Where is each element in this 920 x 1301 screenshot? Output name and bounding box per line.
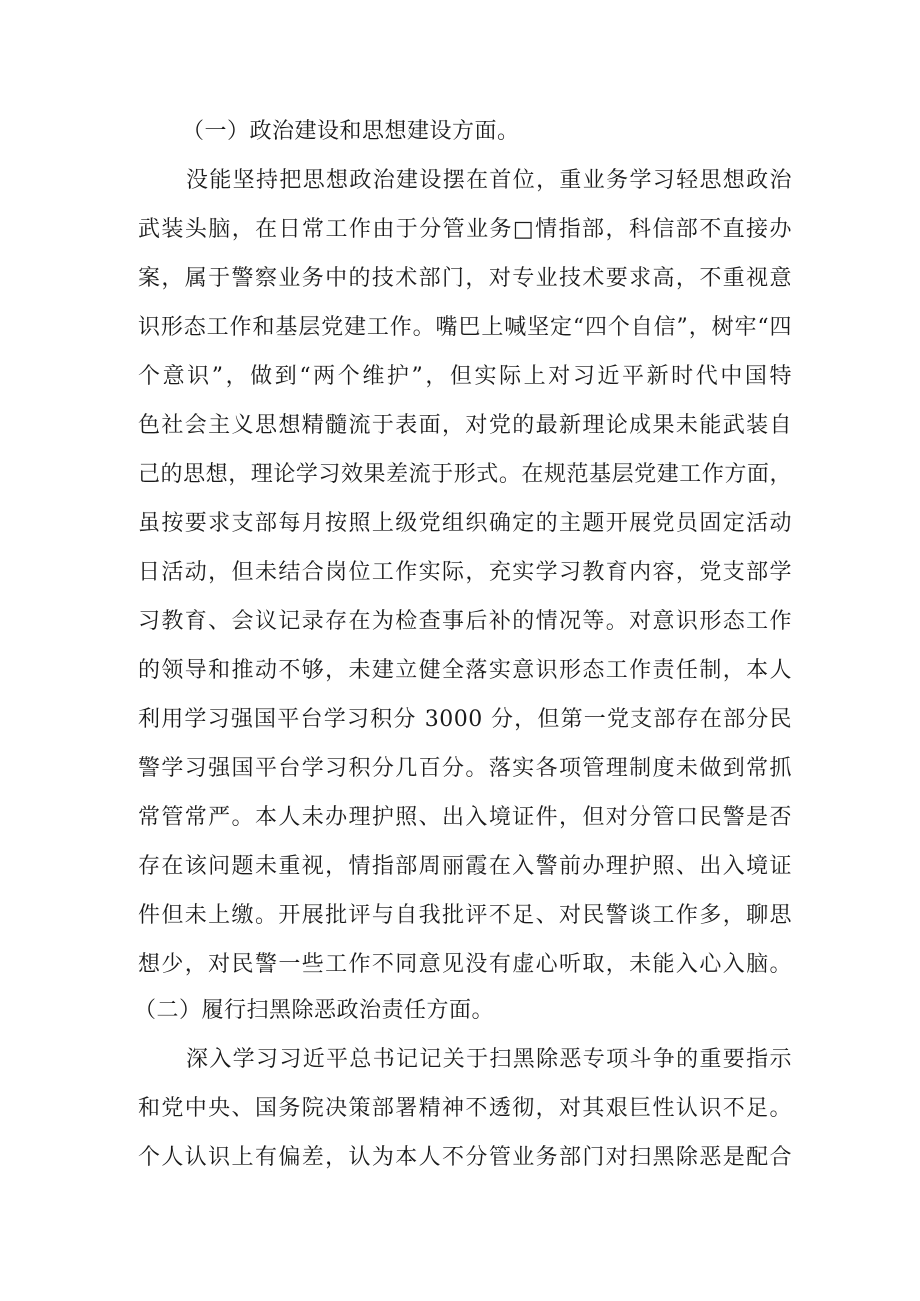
paragraph-line: 虽按要求支部每月按照上级党组织确定的主题开展党员固定活动 <box>138 511 792 536</box>
paragraph-line: 的领导和推动不够，未建立健全落实意识形态工作责任制，本人 <box>138 658 792 683</box>
paragraph-line: 日活动，但未结合岗位工作实际，充实学习教育内容，党支部学 <box>138 560 792 585</box>
paragraph-line: 个意识”，做到“两个维护”，但实际上对习近平新时代中国特 <box>138 364 792 389</box>
paragraph-line: 存在该问题未重视，情指部周丽霞在入警前办理护照、出入境证 <box>138 854 792 879</box>
paragraph-line: 深入学习习近平总书记记关于扫黑除恶专项斗争的重要指示 <box>186 1047 792 1072</box>
paragraph-line: 常管常严。本人未办理护照、出入境证件，但对分管口民警是否 <box>138 805 792 830</box>
paragraph-line: 没能坚持把思想政治建设摆在首位，重业务学习轻思想政治 <box>186 168 792 193</box>
paragraph-line: 和党中央、国务院决策部署精神不透彻，对其艰巨性认识不足。 <box>138 1096 792 1121</box>
section-heading-2: （二）履行扫黑除恶政治责任方面。 <box>134 998 495 1023</box>
paragraph-line: 警学习强国平台学习积分几百分。落实各项管理制度未做到常抓 <box>138 756 792 781</box>
paragraph-line: 识形态工作和基层党建工作。嘴巴上喊坚定“四个自信”，树牢“四 <box>138 315 792 340</box>
paragraph-line: 己的思想，理论学习效果差流于形式。在规范基层党建工作方面， <box>138 462 792 487</box>
paragraph-line: 习教育、会议记录存在为检查事后补的情况等。对意识形态工作 <box>138 609 792 634</box>
paragraph-line: 个人认识上有偏差，认为本人不分管业务部门对扫黑除恶是配合 <box>138 1145 792 1170</box>
section-heading-1: （一）政治建设和思想建设方面。 <box>182 119 520 144</box>
paragraph-line: 案，属于警察业务中的技术部门，对专业技术要求高，不重视意 <box>138 266 792 291</box>
paragraph-line: 想少，对民警一些工作不同意见没有虚心听取，未能入心入脑。 <box>138 952 792 977</box>
paragraph-line: 件但未上缴。开展批评与自我批评不足、对民警谈工作多，聊思 <box>138 903 792 928</box>
paragraph-line: 利用学习强国平台学习积分 3000 分，但第一党支部存在部分民 <box>138 707 792 732</box>
paragraph-line: 武装头脑，在日常工作由于分管业务□情指部，科信部不直接办 <box>138 217 792 242</box>
paragraph-line: 色社会主义思想精髓流于表面，对党的最新理论成果未能武装自 <box>138 413 792 438</box>
